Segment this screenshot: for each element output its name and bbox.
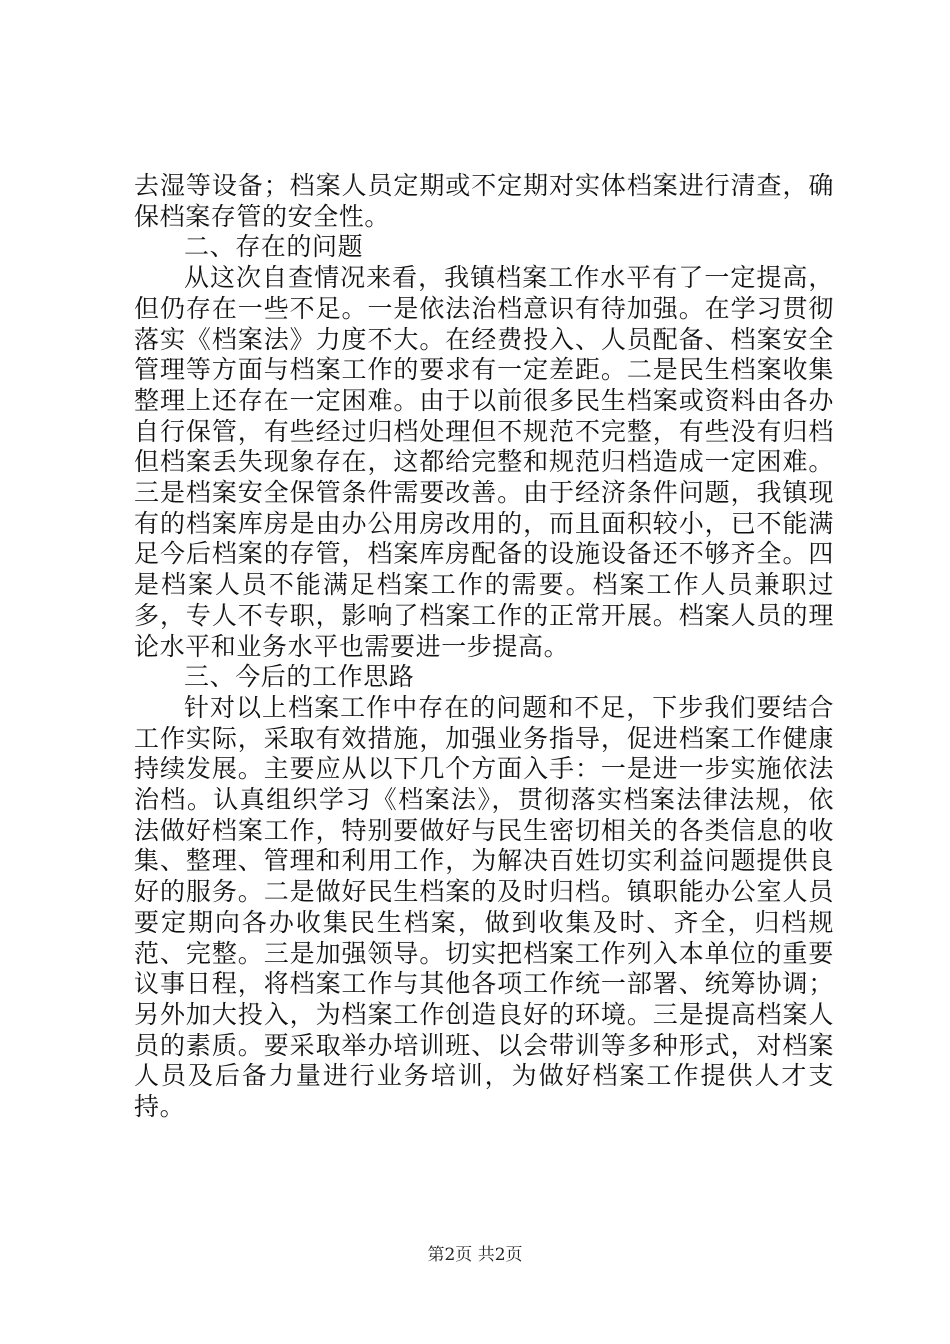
paragraph-continuation: 去湿等设备；档案人员定期或不定期对实体档案进行清查，确保档案存管的安全性。 [134, 171, 834, 231]
paragraph-future-work: 针对以上档案工作中存在的问题和不足，下步我们要结合工作实际，采取有效措施，加强业务指导，促进档案工作健康持续发展。主要应从以下几个方面入手：一是进一步实施依法治档。认真组织学习《档案法》，贯彻落实档案法律法规，依法做好档案工作，特别要做好与民生密切相关的各类信息的收集、整理、管理和利用工作，为解决百姓切实利益问题提供良好的服务。二是做好民生档案的及时归档。镇职能办公室人员要定期向各办收集民生档案，做到收集及时、齐全，归档规范、完整。三是加强领导。切实把档案工作列入本单位的重要议事日程，将档案工作与其他各项工作统一部署、统筹协调；另外加大投入，为档案工作创造良好的环境。三是提高档案人员的素质。要采取举办培训班、以会带训等多种形式，对档案人员及后备力量进行业务培训，为做好档案工作提供人才支持。 [134, 692, 834, 1122]
section-heading-future-work: 三、今后的工作思路 [184, 662, 415, 692]
document-body [134, 171, 834, 1123]
section-heading-problems: 二、存在的问题 [184, 232, 364, 262]
page-number-footer: 第2页 共2页 [427, 1245, 523, 1265]
paragraph-problems: 从这次自查情况来看，我镇档案工作水平有了一定提高，但仍存在一些不足。一是依法治档意识有待加强。在学习贯彻落实《档案法》力度不大。在经费投入、人员配备、档案安全管理等方面与档案工作的要求有一定差距。二是民生档案收集整理上还存在一定困难。由于以前很多民生档案或资料由各办自行保管，有些经过归档处理但不规范不完整，有些没有归档但档案丢失现象存在，这都给完整和规范归档造成一定困难。三是档案安全保管条件需要改善。由于经济条件问题，我镇现有的档案库房是由办公用房改用的，而且面积较小，已不能满足今后档案的存管，档案库房配备的设施设备还不够齐全。四是档案人员不能满足档案工作的需要。档案工作人员兼职过多，专人不专职，影响了档案工作的正常开展。档案人员的理论水平和业务水平也需要进一步提高。 [134, 263, 834, 661]
